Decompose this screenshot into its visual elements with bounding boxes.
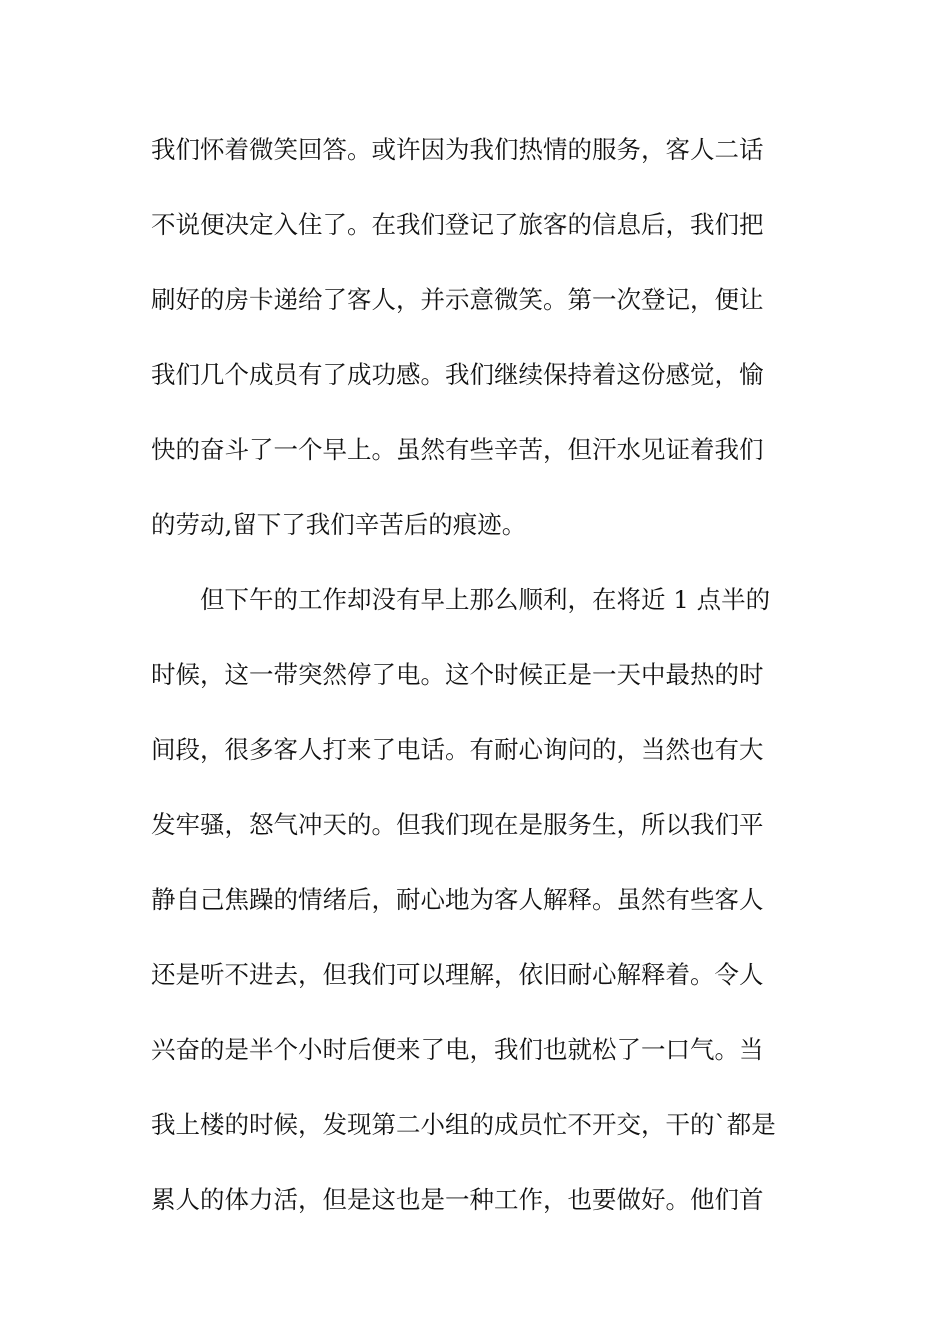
text-line: 我上楼的时候，发现第二小组的成员忙不开交，干的`都是	[151, 1110, 776, 1139]
text-line: 时候，这一带突然停了电。这个时候正是一天中最热的时	[151, 660, 764, 689]
text-line: 但下午的工作却没有早上那么顺利，在将近 1 点半的	[200, 585, 771, 614]
text-line: 我们怀着微笑回答。或许因为我们热情的服务，客人二话	[151, 135, 764, 164]
text-line: 静自己焦躁的情绪后，耐心地为客人解释。虽然有些客人	[151, 885, 764, 914]
text-line: 间段，很多客人打来了电话。有耐心询问的，当然也有大	[151, 735, 764, 764]
text-line: 刷好的房卡递给了客人，并示意微笑。第一次登记，便让	[151, 285, 764, 314]
text-line: 累人的体力活，但是这也是一种工作，也要做好。他们首	[151, 1185, 764, 1214]
text-line: 兴奋的是半个小时后便来了电，我们也就松了一口气。当	[151, 1035, 764, 1064]
text-line: 快的奋斗了一个早上。虽然有些辛苦，但汗水见证着我们	[151, 435, 764, 464]
text-line: 还是听不进去，但我们可以理解，依旧耐心解释着。令人	[151, 960, 764, 989]
text-line: 发牢骚，怒气冲天的。但我们现在是服务生，所以我们平	[151, 810, 764, 839]
text-line: 的劳动,留下了我们辛苦后的痕迹。	[151, 510, 527, 539]
text-line: 不说便决定入住了。在我们登记了旅客的信息后，我们把	[151, 210, 764, 239]
text-line: 我们几个成员有了成功感。我们继续保持着这份感觉，愉	[151, 360, 764, 389]
